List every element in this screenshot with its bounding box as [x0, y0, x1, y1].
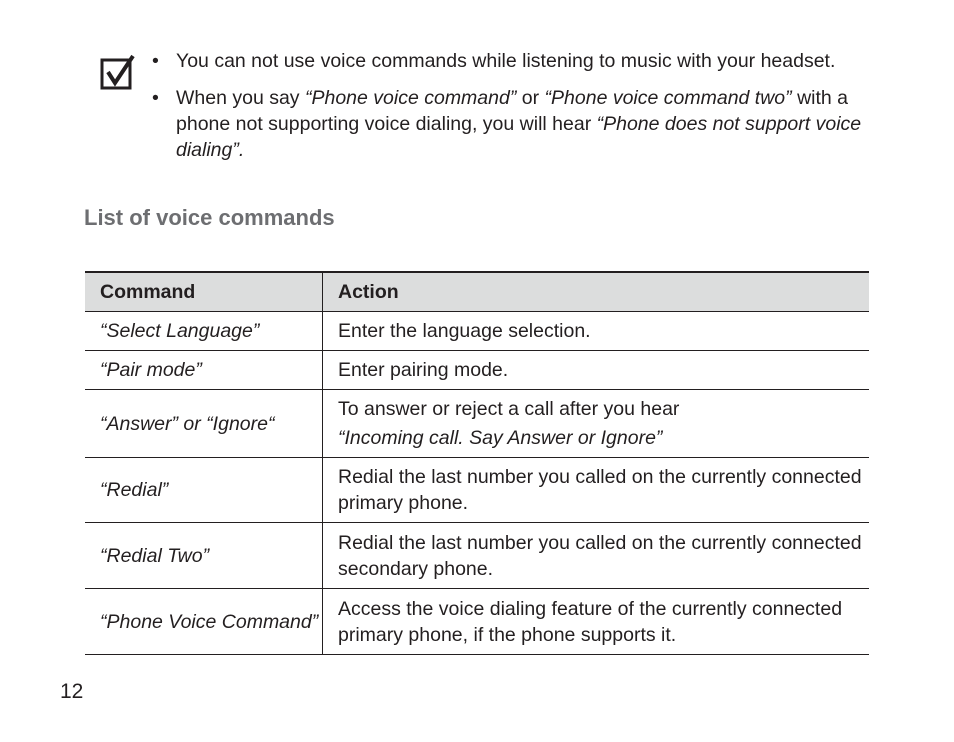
note-text: When you say	[176, 87, 305, 109]
quote-text: “Phone voice command”	[304, 87, 517, 109]
command-cell: “Phone Voice Command”	[85, 589, 323, 655]
section-title: List of voice commands	[84, 205, 335, 230]
page-number: 12	[60, 680, 84, 703]
action-text: To answer or reject a call after you hear	[338, 398, 680, 420]
note-item	[152, 48, 882, 74]
table-row	[85, 458, 869, 523]
note-text: with a phone not supporting voice dialing, you will hear	[176, 87, 849, 135]
table-row	[85, 589, 869, 655]
voice-commands-table	[85, 271, 869, 655]
column-header-command: Command	[85, 272, 323, 312]
quote-text: “Phone does not support voice dialing”.	[176, 113, 862, 161]
action-cell: Enter the language selection.	[323, 312, 870, 351]
action-cell	[323, 390, 870, 458]
table-row	[85, 351, 869, 390]
command-cell: “Pair mode”	[85, 351, 323, 390]
quote-text: “Phone voice command two”	[544, 87, 792, 109]
note-item	[152, 85, 882, 163]
action-quote: “Incoming call. Say Answer or Ignore”	[338, 427, 663, 449]
action-cell: Access the voice dialing feature of the currently connected primary phone, if the phone supports it.	[323, 589, 870, 655]
command-cell: “Redial”	[85, 458, 323, 523]
column-header-action: Action	[323, 272, 870, 312]
note-text: You can not use voice commands while listening to music with your headset.	[176, 50, 836, 72]
command-cell: “Select Language”	[85, 312, 323, 351]
checkbox-note-icon	[100, 54, 136, 90]
table-row	[85, 312, 869, 351]
note-text: or	[516, 87, 545, 109]
command-cell: “Answer” or “Ignore“	[85, 390, 323, 458]
command-cell: “Redial Two”	[85, 523, 323, 589]
bullet: •	[152, 87, 159, 109]
table-header-row	[85, 272, 869, 312]
table-row	[85, 390, 869, 458]
action-cell: Redial the last number you called on the currently connected primary phone.	[323, 458, 870, 523]
table-row	[85, 523, 869, 589]
note-list	[152, 48, 882, 174]
action-cell: Enter pairing mode.	[323, 351, 870, 390]
action-cell: Redial the last number you called on the currently connected secondary phone.	[323, 523, 870, 589]
bullet: •	[152, 50, 159, 72]
